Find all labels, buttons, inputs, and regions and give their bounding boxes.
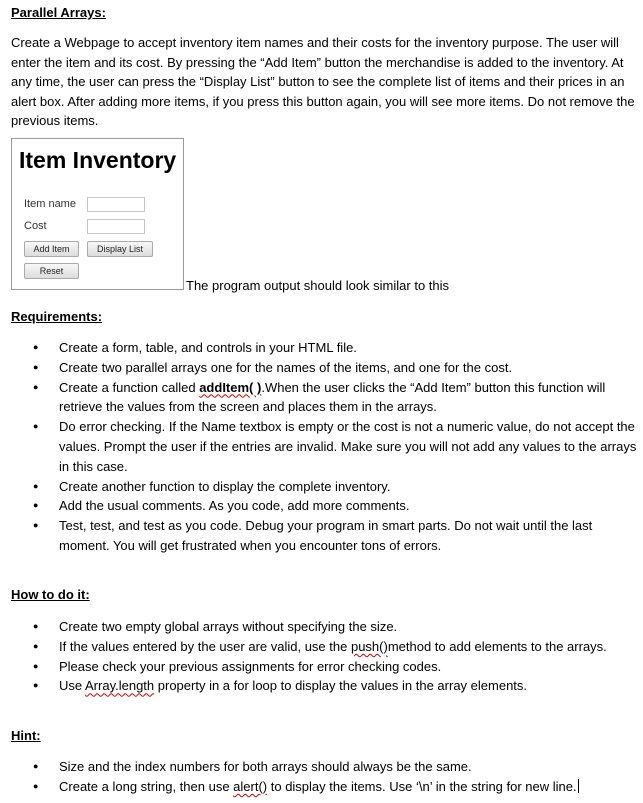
item-name-input[interactable] bbox=[87, 197, 145, 212]
intro-paragraph: Create a Webpage to accept inventory item names and their costs for the inventory purpose. The user will enter the item and its cost. By pressing the “Add Item” button the merchandise is added to the inventory. At any time, the user can press the “Display List” button to see the complete list of items and their prices in an alert box. After adding more items, if you press this button again, you will see more items. Do not remove the previous items. bbox=[11, 35, 635, 128]
cost-input[interactable] bbox=[87, 219, 145, 234]
requirements-list bbox=[0, 338, 643, 556]
hint-list bbox=[0, 757, 643, 797]
list-item: ● Test, test, and test as you code. Debug your program in smart parts. Do not wait until the last moment. You will get frustrated when you encounter tons of errors. bbox=[0, 516, 643, 556]
list-item: ● Create two parallel arrays one for the names of the items, and one for the cost. bbox=[0, 358, 643, 378]
list-item: ● Create a function called addItem( ).When the user clicks the “Add Item” button this function will retrieve the values from the screen and places them in the arrays. bbox=[0, 378, 643, 418]
example-output-screenshot bbox=[11, 138, 184, 290]
inventory-heading: Item Inventory bbox=[19, 147, 177, 173]
text-cursor bbox=[578, 779, 579, 793]
list-item: ● Do error checking. If the Name textbox is empty or the cost is not a numeric value, do not accept the values. Prompt the user if the entries are invalid. Make sure you will not add any values to the arrays in this case. bbox=[0, 417, 643, 476]
function-name: addItem( ) bbox=[199, 379, 262, 395]
item-name-label: Item name bbox=[24, 198, 76, 210]
display-list-button[interactable]: Display List bbox=[87, 241, 153, 257]
reset-button[interactable]: Reset bbox=[24, 263, 79, 279]
code-term: Array.length bbox=[85, 678, 155, 694]
code-term: alert() bbox=[233, 778, 268, 794]
list-item: ● Create another function to display the complete inventory. bbox=[0, 477, 643, 497]
requirements-heading: Requirements: bbox=[11, 309, 103, 324]
howto-list bbox=[0, 617, 643, 696]
screenshot-caption: The program output should look similar to this bbox=[186, 278, 450, 293]
cost-label: Cost bbox=[24, 220, 47, 232]
list-item: ● Create a form, table, and controls in your HTML file. bbox=[0, 338, 643, 358]
add-item-button[interactable]: Add Item bbox=[24, 241, 79, 257]
list-item: ● Create two empty global arrays without specifying the size. bbox=[0, 617, 643, 637]
list-item: ● Add the usual comments. As you code, add more comments. bbox=[0, 496, 643, 516]
page-title: Parallel Arrays: bbox=[11, 5, 106, 20]
howto-heading: How to do it: bbox=[11, 587, 90, 602]
list-item: ● If the values entered by the user are valid, use the push()method to add elements to the arrays. bbox=[0, 637, 643, 657]
list-item: ● Create a long string, then use alert() to display the items. Use ‘\n’ in the string for new line. bbox=[0, 777, 643, 797]
list-item: ● Size and the index numbers for both arrays should always be the same. bbox=[0, 757, 643, 777]
list-item: ● Use Array.length property in a for loop to display the values in the array elements. bbox=[0, 676, 643, 696]
code-term: push() bbox=[350, 638, 388, 654]
hint-heading: Hint: bbox=[11, 728, 41, 743]
list-item: ● Please check your previous assignments for error checking codes. bbox=[0, 657, 643, 677]
